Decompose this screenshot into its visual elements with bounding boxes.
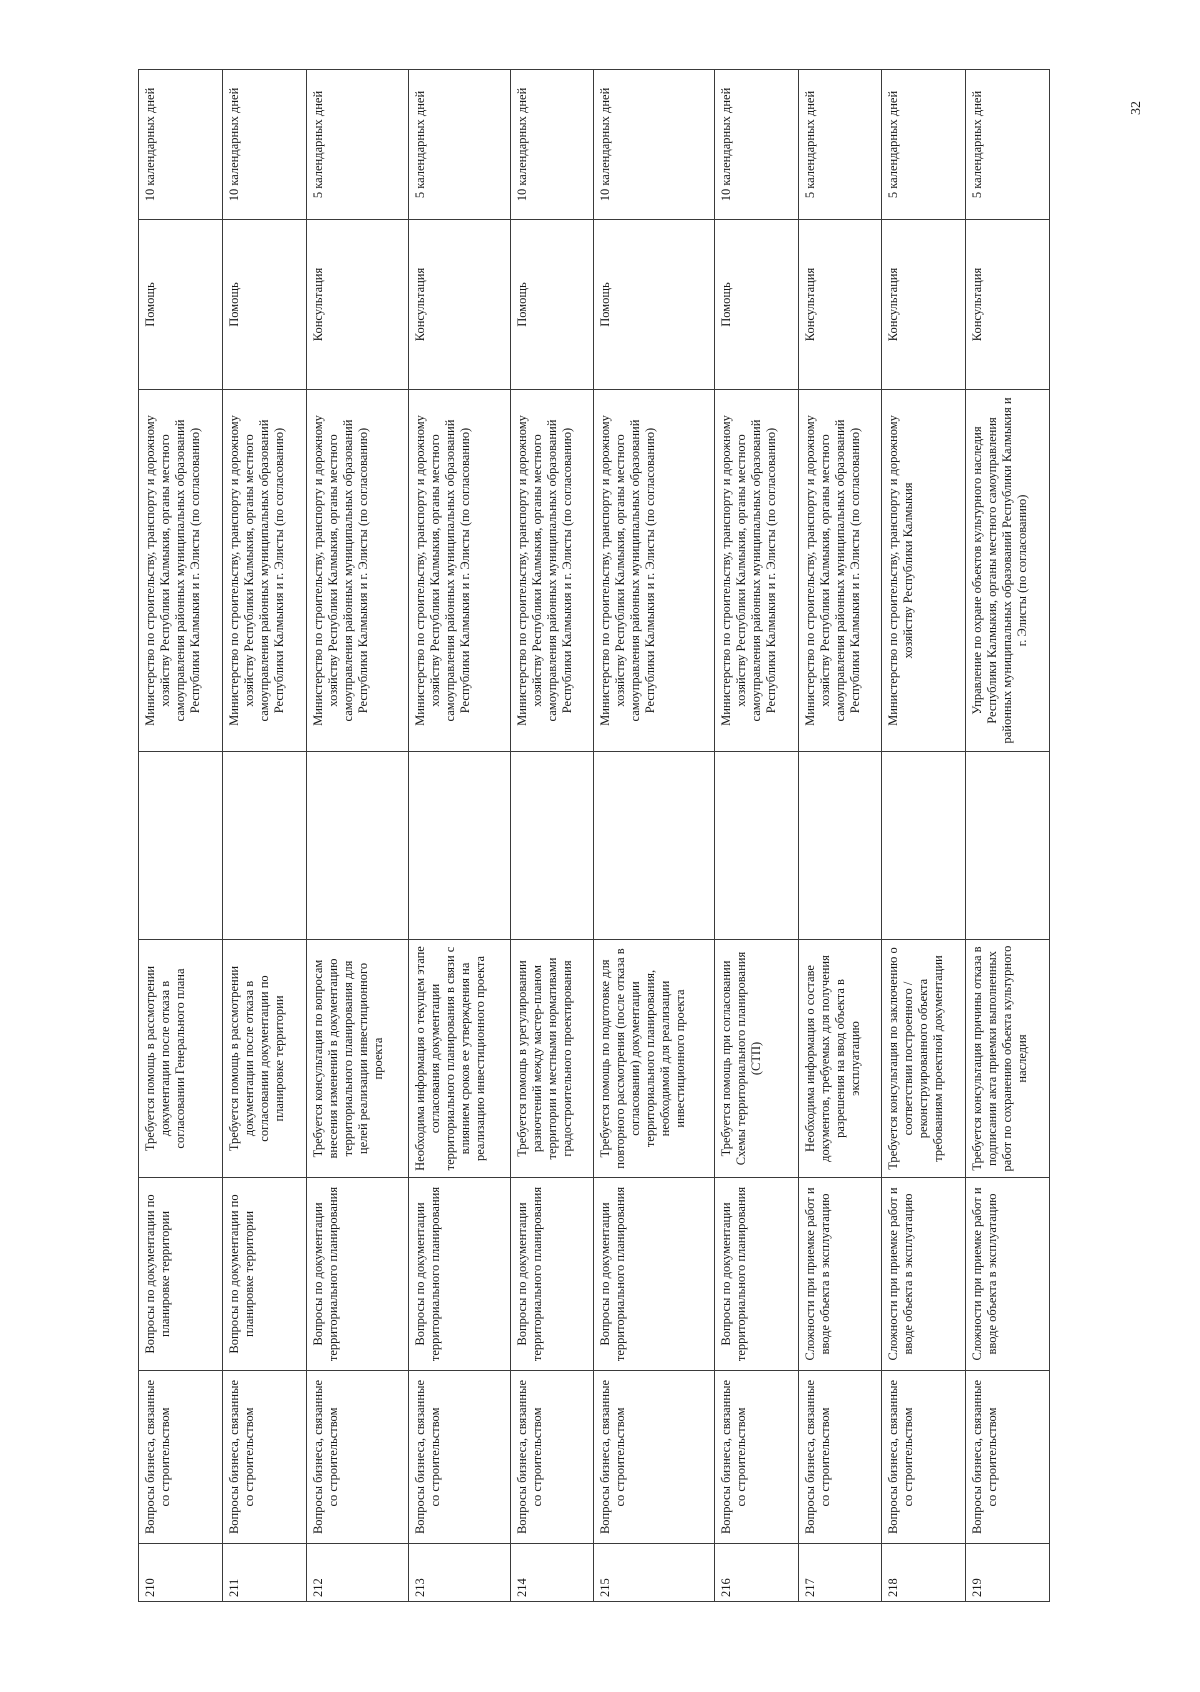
sphere-cell: Вопросы бизнеса, связанные со строительством	[882, 1371, 966, 1544]
term-cell: 5 календарных дней	[798, 70, 882, 220]
responsible-org-cell: Министерство по строительству, транспорту и дорожному хозяйству Республики Калмыкия	[882, 390, 966, 752]
support-form-cell: Консультация	[882, 220, 966, 390]
note-cell	[408, 752, 510, 940]
term-cell: 10 календарных дней	[222, 70, 306, 220]
support-form-cell: Помощь	[139, 220, 223, 390]
responsible-org-cell: Министерство по строительству, транспорту и дорожному хозяйству Республики Калмыкия, органы местного самоуправления районных муниципальных образований Республики Калмыкия и г. Элисты (по согласованию)	[408, 390, 510, 752]
term-cell: 5 календарных дней	[966, 70, 1050, 220]
term-cell: 10 календарных дней	[714, 70, 798, 220]
note-cell	[594, 752, 714, 940]
table-row	[714, 70, 798, 1602]
request-cell: Требуется помощь в урегулировании разночтений между мастер-планом территории и местными нормативами градостроительного проектирования	[510, 940, 594, 1178]
term-cell: 5 календарных дней	[306, 70, 408, 220]
table-row	[594, 70, 714, 1602]
request-cell: Требуется помощь в рассмотрении документации после отказа в согласовании документации по планировке территории	[222, 940, 306, 1178]
support-form-cell: Помощь	[510, 220, 594, 390]
responsible-org-cell: Министерство по строительству, транспорту и дорожному хозяйству Республики Калмыкия, органы местного самоуправления районных муниципальных образований Республики Калмыкия и г. Элисты (по согласованию)	[714, 390, 798, 752]
term-cell: 5 календарных дней	[408, 70, 510, 220]
table-row	[510, 70, 594, 1602]
responsible-org-cell: Министерство по строительству, транспорту и дорожному хозяйству Республики Калмыкия, органы местного самоуправления районных муниципальных образований Республики Калмыкия и г. Элисты (по согласованию)	[139, 390, 223, 752]
topic-cell: Сложности при приемке работ и вводе объекта в эксплуатацию	[882, 1178, 966, 1371]
term-cell: 10 календарных дней	[510, 70, 594, 220]
table-row	[306, 70, 408, 1602]
support-form-cell: Консультация	[966, 220, 1050, 390]
support-form-cell: Помощь	[222, 220, 306, 390]
topic-cell: Сложности при приемке работ и вводе объекта в эксплуатацию	[798, 1178, 882, 1371]
request-cell: Требуется помощь при согласовании Схемы территориального планирования (СТП)	[714, 940, 798, 1178]
request-cell: Необходима информация о составе документов, требуемых для получения разрешения на ввод объекта в эксплуатацию	[798, 940, 882, 1178]
note-cell	[882, 752, 966, 940]
row-number-cell: 212	[306, 1544, 408, 1602]
sphere-cell: Вопросы бизнеса, связанные со строительством	[139, 1371, 223, 1544]
note-cell	[222, 752, 306, 940]
row-number-cell: 210	[139, 1544, 223, 1602]
note-cell	[714, 752, 798, 940]
table-row	[408, 70, 510, 1602]
request-cell: Требуется помощь по подготовке для повторного рассмотрения (после отказа в согласовании) документации территориального планирования, необходимой для реализации инвестиционного проекта	[594, 940, 714, 1178]
topic-cell: Вопросы по документации территориального планирования	[594, 1178, 714, 1371]
sphere-cell: Вопросы бизнеса, связанные со строительством	[798, 1371, 882, 1544]
support-form-cell: Консультация	[408, 220, 510, 390]
page-number: 32	[1129, 101, 1144, 115]
responsible-org-cell: Министерство по строительству, транспорту и дорожному хозяйству Республики Калмыкия, органы местного самоуправления районных муниципальных образований Республики Калмыкия и г. Элисты (по согласованию)	[510, 390, 594, 752]
sphere-cell: Вопросы бизнеса, связанные со строительством	[510, 1371, 594, 1544]
responsible-org-cell: Министерство по строительству, транспорту и дорожному хозяйству Республики Калмыкия, органы местного самоуправления районных муниципальных образований Республики Калмыкия и г. Элисты (по согласованию)	[594, 390, 714, 752]
responsible-org-cell: Министерство по строительству, транспорту и дорожному хозяйству Республики Калмыкия, органы местного самоуправления районных муниципальных образований Республики Калмыкия и г. Элисты (по согласованию)	[222, 390, 306, 752]
topic-cell: Вопросы по документации территориального планирования	[306, 1178, 408, 1371]
row-number-cell: 214	[510, 1544, 594, 1602]
topic-cell: Вопросы по документации территориального планирования	[510, 1178, 594, 1371]
table-row	[798, 70, 882, 1602]
sphere-cell: Вопросы бизнеса, связанные со строительством	[222, 1371, 306, 1544]
topic-cell: Сложности при приемке работ и вводе объекта в эксплуатацию	[966, 1178, 1050, 1371]
row-number-cell: 219	[966, 1544, 1050, 1602]
request-cell: Требуется консультация по вопросам внесения изменений в документацию территориального планирования для целей реализации инвестиционного проекта	[306, 940, 408, 1178]
sphere-cell: Вопросы бизнеса, связанные со строительством	[408, 1371, 510, 1544]
responsible-org-cell: Управление по охране объектов культурного наследия Республики Калмыкия, органы местного самоуправления районных муниципальных образований Республики Калмыкия и г. Элисты (по согласованию)	[966, 390, 1050, 752]
support-form-cell: Помощь	[594, 220, 714, 390]
row-number-cell: 211	[222, 1544, 306, 1602]
sphere-cell: Вопросы бизнеса, связанные со строительством	[966, 1371, 1050, 1544]
rotated-table-sheet	[138, 70, 1050, 1602]
note-cell	[306, 752, 408, 940]
table-row	[882, 70, 966, 1602]
responsible-org-cell: Министерство по строительству, транспорту и дорожному хозяйству Республики Калмыкия, органы местного самоуправления районных муниципальных образований Республики Калмыкия и г. Элисты (по согласованию)	[798, 390, 882, 752]
topic-cell: Вопросы по документации территориального планирования	[408, 1178, 510, 1371]
topic-cell: Вопросы по документации по планировке территории	[222, 1178, 306, 1371]
request-cell: Требуется помощь в рассмотрении документации после отказа в согласовании Генерального плана	[139, 940, 223, 1178]
term-cell: 10 календарных дней	[139, 70, 223, 220]
note-cell	[139, 752, 223, 940]
requests-table	[138, 69, 1050, 1602]
responsible-org-cell: Министерство по строительству, транспорту и дорожному хозяйству Республики Калмыкия, органы местного самоуправления районных муниципальных образований Республики Калмыкия и г. Элисты (по согласованию)	[306, 390, 408, 752]
note-cell	[510, 752, 594, 940]
topic-cell: Вопросы по документации по планировке территории	[139, 1178, 223, 1371]
table-row	[966, 70, 1050, 1602]
row-number-cell: 213	[408, 1544, 510, 1602]
request-cell: Требуется консультация причины отказа в подписании акта приемки выполненных работ по сохранению объекта культурного наследия	[966, 940, 1050, 1178]
term-cell: 10 календарных дней	[594, 70, 714, 220]
row-number-cell: 217	[798, 1544, 882, 1602]
note-cell	[798, 752, 882, 940]
request-cell: Необходима информация о текущем этапе согласования документации территориального планирования в связи с влиянием сроков ее утверждения на реализацию инвестиционного проекта	[408, 940, 510, 1178]
row-number-cell: 215	[594, 1544, 714, 1602]
request-cell: Требуется консультация по заключению о соответствии построенного / реконструированного объекта требованиям проектной документации	[882, 940, 966, 1178]
support-form-cell: Консультация	[306, 220, 408, 390]
sphere-cell: Вопросы бизнеса, связанные со строительством	[306, 1371, 408, 1544]
support-form-cell: Консультация	[798, 220, 882, 390]
row-number-cell: 218	[882, 1544, 966, 1602]
table-row	[222, 70, 306, 1602]
sphere-cell: Вопросы бизнеса, связанные со строительством	[594, 1371, 714, 1544]
table-row	[139, 70, 223, 1602]
sphere-cell: Вопросы бизнеса, связанные со строительством	[714, 1371, 798, 1544]
topic-cell: Вопросы по документации территориального планирования	[714, 1178, 798, 1371]
note-cell	[966, 752, 1050, 940]
row-number-cell: 216	[714, 1544, 798, 1602]
term-cell: 5 календарных дней	[882, 70, 966, 220]
support-form-cell: Помощь	[714, 220, 798, 390]
